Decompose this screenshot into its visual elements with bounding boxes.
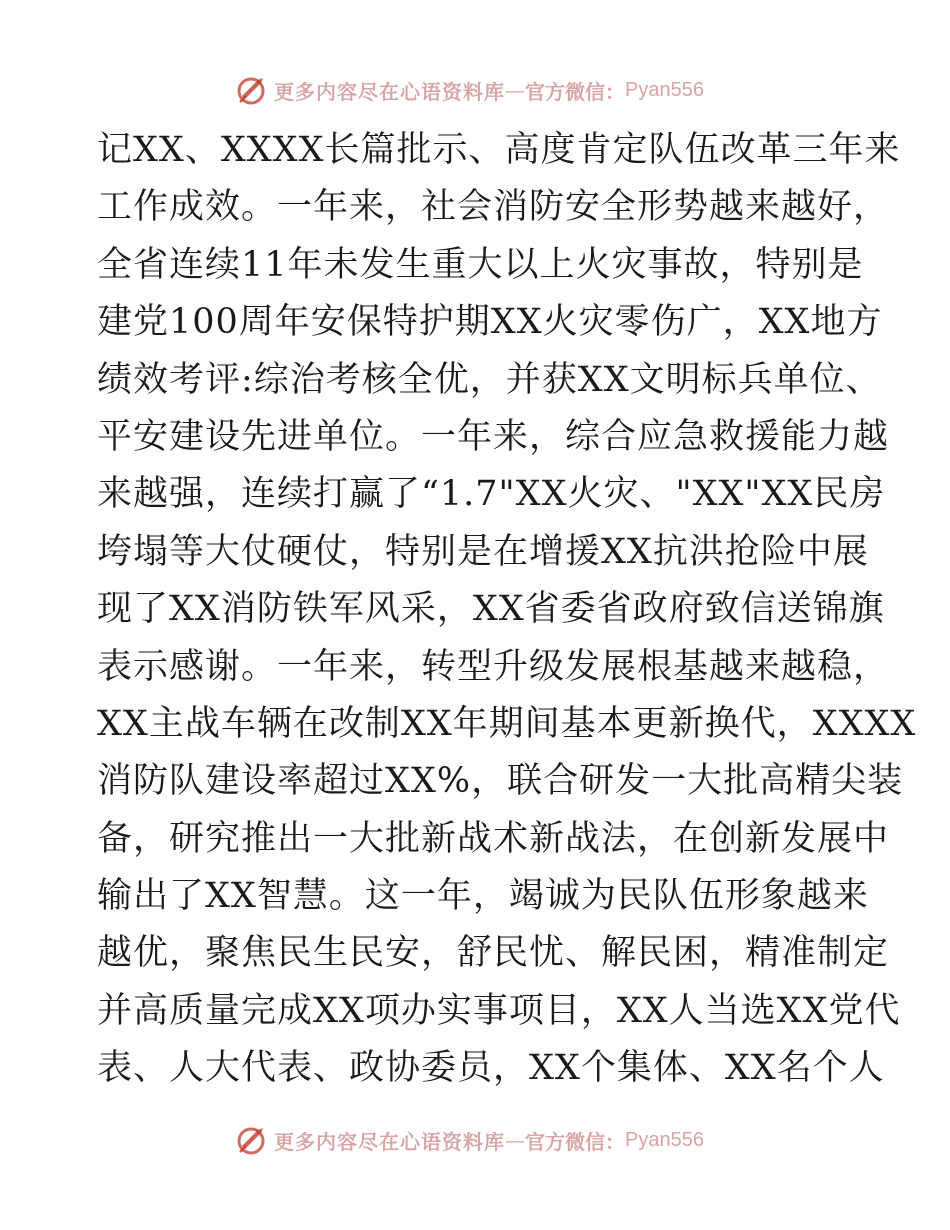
text-line: 全省连续11年未发生重大以上火灾事故，特别是 bbox=[97, 244, 864, 285]
logo-icon bbox=[236, 74, 270, 106]
text-line: 记XX、XXXX长篇批示、高度肯定队伍改革三年来 bbox=[97, 130, 901, 170]
text-line: 并高质量完成XX项办实事项目，XX人当选XX党代 bbox=[97, 990, 901, 1031]
text-line: XX主战车辆在改制XX年期间基本更新换代，XXXX bbox=[97, 703, 917, 744]
footer-watermark bbox=[236, 1124, 704, 1156]
document-body bbox=[97, 122, 917, 1098]
watermark-text: 更多内容尽在心语资料库 bbox=[274, 79, 505, 104]
text-line: 垮塌等大仗硬仗，特别是在增援XX抗洪抢险中展 bbox=[97, 531, 869, 572]
text-line: 建党100周年安保特护期XX火灾零伤广，XX地方 bbox=[97, 302, 883, 343]
text-line: 来越强，连续打赢了“1.7"XX火灾、"XX"XX民房 bbox=[97, 474, 886, 515]
text-line: 现了XX消防铁军风采，XX省委省政府致信送锦旗 bbox=[97, 589, 885, 630]
text-line: 表示感谢。一年来，转型升级发展根基越来越稳， bbox=[97, 646, 890, 687]
logo-icon bbox=[236, 1124, 270, 1156]
watermark-dash: — bbox=[505, 1128, 525, 1152]
text-line: 绩效考评:综治考核全优，并获XX文明标兵单位、 bbox=[97, 359, 882, 400]
text-line: 表、人大代表、政协委员，XX个集体、XX名个人 bbox=[97, 1048, 885, 1089]
text-line: 输出了XX智慧。这一年，竭诚为民队伍形象越来 bbox=[97, 876, 869, 917]
wechat-label: 官方微信： bbox=[525, 79, 625, 104]
text-line: 平安建设先进单位。一年来，综合应急救援能力越 bbox=[97, 416, 890, 457]
text-line: 消防队建设率超过XX%，联合研发一大批高精尖装 bbox=[97, 761, 904, 802]
watermark-dash: — bbox=[505, 78, 525, 102]
wechat-id: Pyan556 bbox=[625, 78, 704, 101]
wechat-label: 官方微信： bbox=[525, 1129, 625, 1154]
text-line: 越优，聚焦民生民安，舒民忧、解民困，精准制定 bbox=[97, 933, 890, 974]
text-line: 工作成效。一年来，社会消防安全形势越来越好， bbox=[97, 187, 890, 228]
text-line: 备，研究推出一大批新战术新战法，在创新发展中 bbox=[97, 818, 890, 859]
header-watermark bbox=[236, 74, 704, 106]
wechat-id: Pyan556 bbox=[625, 1128, 704, 1151]
watermark-text: 更多内容尽在心语资料库 bbox=[274, 1129, 505, 1154]
